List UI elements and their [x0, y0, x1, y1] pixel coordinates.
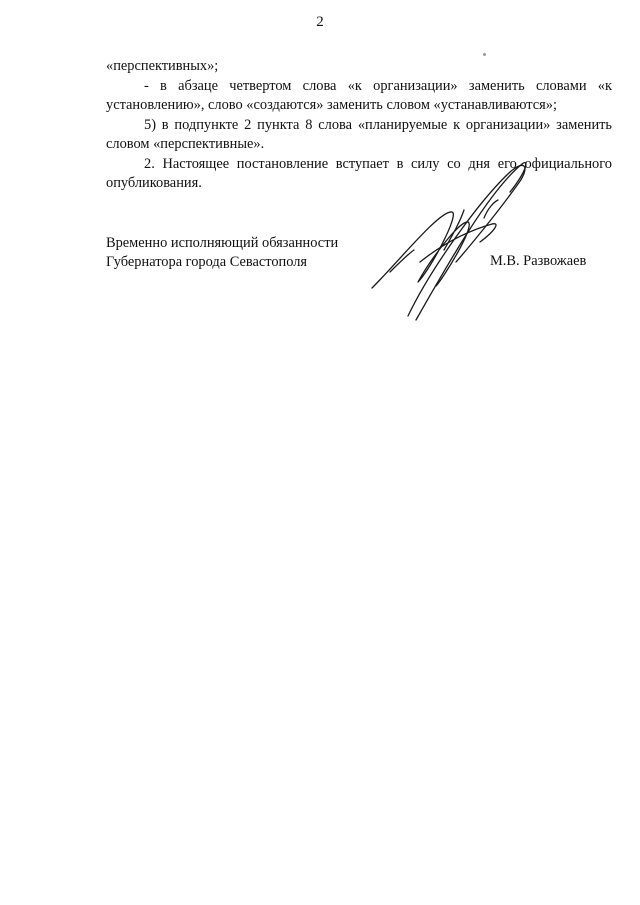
paragraph-entry-into-force: 2. Настоящее постановление вступает в силу со дня его официального опубликования.: [106, 155, 612, 191]
handwritten-signature: [360, 150, 550, 330]
paragraph-amendment-abzac: - в абзаце четвертом слова «к организации» заменить словами «к установлению», слово «создаются» заменить словом «устанавливаются»;: [106, 77, 612, 113]
paragraph-continuation: «перспективных»;: [106, 58, 219, 74]
page-number: 2: [316, 14, 324, 30]
signatory-title-line2: Губернатора города Севастополя: [106, 254, 308, 270]
paragraph-amendment-subpoint: 5) в подпункте 2 пункта 8 слова «планируемые к организации» заменить словом «перспективные».: [106, 116, 612, 152]
signatory-title: [106, 234, 338, 272]
signatory-name: М.В. Развожаев: [490, 253, 587, 269]
scan-speck: [483, 53, 486, 56]
signatory-title-line1: Временно исполняющий обязанности: [106, 235, 339, 251]
